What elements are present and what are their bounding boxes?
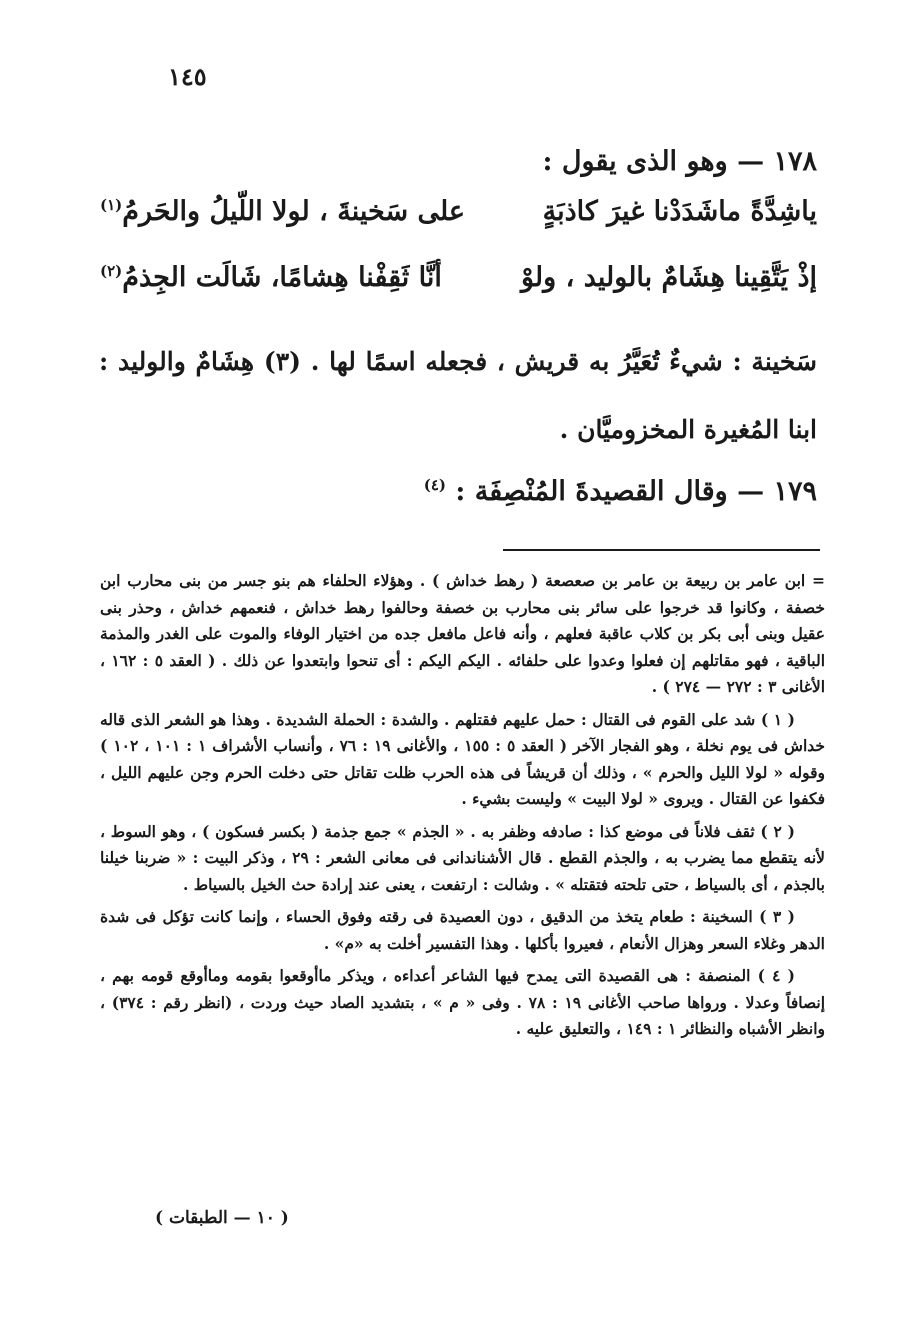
verse-1-second-text: على سَخينةَ ، لولا اللّيلُ والحَرمُ xyxy=(122,196,466,227)
footnote-ref-4: (٤) xyxy=(423,476,447,494)
footnote-1: ( ١ ) شد على القوم فى القتال : حمل عليهم فقتلهم . والشدة : الحملة الشديدة . وهذا هو الشعر الذى قاله خداش فى يوم نخلة ، وهو الفجار الآخر ( العقد ٥ : ١٥٥ ، والأغانى ١٩ : ٧٦ ، وأنساب الأشراف ١ : ١٠١ ، ١٠٢ ) وقوله « لولا الليل والحرم » ، وذلك أن قريشاً فى هذه الحرب ظلت تقاتل حتى دخلت الحرم وجن عليهم الليل ، فكفوا عن القتال . ويروى « لولا البيت » وليست بشيء . xyxy=(100,709,825,808)
verse-line-2 xyxy=(100,262,817,306)
verse-2-second-text: أنَّا ثَقِفْنا هِشامًا، شَالَت الجِذمُ xyxy=(122,262,442,293)
footnote-separator xyxy=(503,549,820,551)
verse-1-second-hemistich xyxy=(100,196,465,227)
entry-179-heading-text: ١٧٩ — وقال القصيدةَ المُنْصِفَة : xyxy=(455,476,817,507)
entry-178-heading: ١٧٨ — وهو الذى يقول : xyxy=(542,146,817,177)
footnote-continuation: = ابن عامر بن ربيعة بن عامر بن صعصعة ( رهط خداش ) . وهؤلاء الحلفاء هم بنو جسر من بنى محارب ابن خصفة ، وكانوا قد خرجوا على سائر بنى محارب بن خصفة وحالفوا رهط خداش ، فنعمهم خداش ، وحذر بنى عقيل وبنى أبى بكر بن كلاب عاقبة فعلهم ، وأنه فاعل مافعل جده من اختيار الوفاء والموت على الغدر والمذمة الباقية ، فهو مقاتلهم إن فعلوا وعدوا على حلفائه . اليكم اليكم : أى تنحوا وابتعدوا عن ذلك . ( العقد ٥ : ١٦٢ ، الأغانى ٣ : ٢٧٢ — ٢٧٤ ) . xyxy=(100,571,826,696)
verse-gloss: سَخينة : شيءٌ تُعَيَّرُ به قريش ، فجعله اسمًا لها . (٣) هِشَامٌ والوليد : ابنا المُغيرة المخزوميَّان . xyxy=(99,347,817,444)
verse-line-1 xyxy=(100,196,817,240)
footnote-3: ( ٣ ) السخينة : طعام يتخذ من الدقيق ، دون العصيدة فى رقته وفوق الحساء ، وإنما كانت تؤكل فى شدة الدهر وغلاء السعر وهزال الأنعام ، فعيروا بأكلها . وهذا التفسير أخلت به «م» . xyxy=(100,907,825,953)
page-number: ١٤٥ xyxy=(168,62,207,91)
footnote-ref-2: (٢) xyxy=(100,262,123,280)
footnotes-section xyxy=(100,568,825,1049)
footnote-ref-1: (١) xyxy=(100,196,123,214)
verse-1-first-hemistich: ياشِدَّةً ماشَدَدْنا غيرَ كاذبَةٍ xyxy=(542,196,817,227)
printer-signature: ( ١٠ — الطبقات ) xyxy=(155,1208,289,1228)
footnote-2: ( ٢ ) ثقف فلاناً فى موضع كذا : صادفه وظفر به . « الجذم » جمع جذمة ( بكسر فسكون ) ، وهو السوط ، لأنه يتقطع مما يضرب به ، والجذم القطع . قال الأشناندانى فى معانى الشعر : ٢٩ ، وذكر البيت : « ضربنا خيلنا بالجذم ، أى بالسياط ، حتى تلحته فتقتله » . وشالت : ارتفعت ، يعنى عند إرادة حث الخيل بالسياط . xyxy=(100,821,825,894)
entry-179-heading xyxy=(137,476,817,507)
verse-2-first-hemistich: إذْ يَتَّقِينا هِشَامٌ بالوليد ، ولوْ xyxy=(520,262,817,293)
verse-2-second-hemistich xyxy=(100,262,442,293)
footnote-4: ( ٤ ) المنصفة : هى القصيدة التى يمدح فيها الشاعر أعداءه ، ويذكر ماأوقعوا بقومه وماأوقع قومه بهم ، إنصافاً وعدلا . ورواها صاحب الأغانى ١٩ : ٧٨ . وفى « م » ، بتشديد الصاد حيث وردت ، (انظر رقم : ٣٧٤) ، وانظر الأشباه والنظائر ١ : ١٤٩ ، والتعليق عليه . xyxy=(100,966,826,1038)
